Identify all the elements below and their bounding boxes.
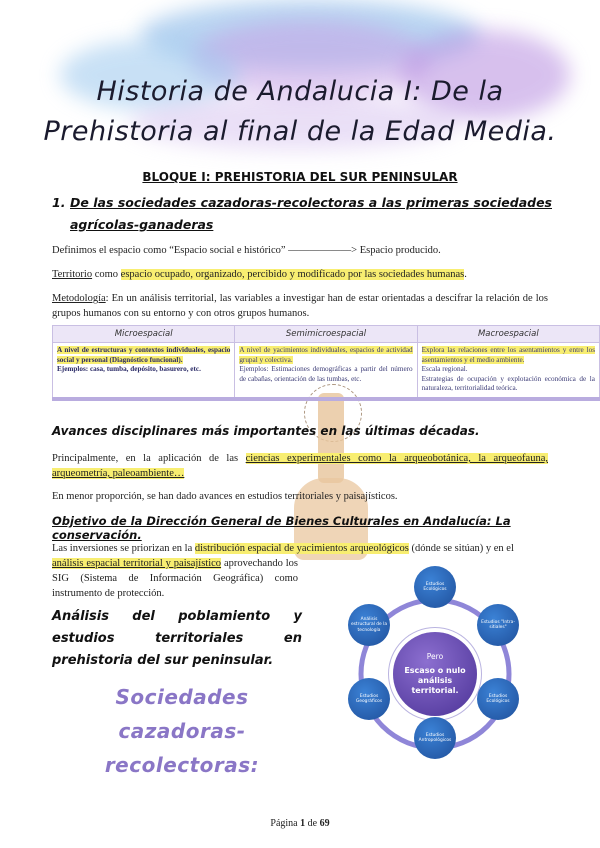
center-label: Pero — [426, 652, 444, 661]
text: A nivel de estructuras y contextos individuales, espacio social y personal (Diagnóstico funcional). — [57, 346, 231, 364]
analisis-heading: Análisis del poblamiento y estudios territoriales en prehistoria del sur peninsular. — [52, 609, 302, 668]
header-micro: Microespacial — [53, 326, 235, 343]
text: como — [92, 269, 121, 280]
highlight: espacio ocupado, organizado, percibido y modificado por las sociedades humanas — [120, 269, 465, 280]
diagram-node: Estudios Ecológicos — [414, 566, 456, 608]
section-title: De las sociedades cazadoras-recolectoras a las primeras sociedades agrícolas-ganaderas — [70, 195, 552, 232]
text: de — [305, 818, 320, 829]
paragraph-principalmente — [52, 451, 548, 481]
text: : En un análisis territorial, las variables a investigar han de estar orientadas a descifrar la relación de los grupos humanos con su entorno y con otros grupos humanos. — [52, 293, 548, 319]
paragraph-menor: En menor proporción, se han dado avances en estudios territoriales y paisajísticos. — [52, 491, 398, 502]
diagram-node: Estudios Geográficos — [348, 678, 390, 720]
highlight: distribución espacial de yacimientos arqueológicos — [194, 543, 409, 554]
text: (dónde se sitúan) y en el — [408, 543, 514, 554]
section-number: 1. — [52, 195, 66, 210]
text: aprovechando los SIG (Sistema de Información Geográfica) como instrumento de protección. — [52, 558, 298, 599]
cell-semimicro — [235, 343, 417, 399]
text: Las inversiones se priorizan en la — [52, 543, 195, 554]
paragraph-metodologia — [52, 291, 548, 321]
paragraph-espacio: Definimos el espacio como “Espacio social e histórico” ——————> Espacio producido. — [52, 245, 441, 256]
paragraph-territorio — [52, 267, 548, 282]
purple-title: Sociedades cazadoras-recolectoras: — [104, 685, 260, 777]
avances-heading: Avances disciplinares más importantes en las últimas décadas. — [52, 424, 480, 438]
header-semimicro: Semimicroespacial — [235, 326, 417, 343]
cell-micro — [53, 343, 235, 399]
text: Ejemplos: casa, tumba, depósito, basurero, etc. — [57, 365, 201, 373]
text: Escala regional. — [421, 365, 468, 373]
current-page: 1 — [300, 818, 306, 829]
center-text: Escaso o nulo análisis territorial. — [404, 666, 466, 695]
text: Explora las relaciones entre los asentamientos y entre los asentamientos y el medio ambiente. — [421, 346, 595, 364]
page-number — [0, 818, 600, 829]
objetivo-heading: Objetivo de la Dirección General de Bienes Culturales en Andalucía: La conservación. — [52, 514, 511, 542]
highlight: análisis espacial territorial y paisajístico — [52, 558, 222, 569]
term-metodologia: Metodología — [52, 293, 106, 304]
diagram-node: Estudios Ecológicos — [477, 678, 519, 720]
highlight: ciencias experimentales como la arqueobotánica, la arqueofauna, arqueometría, paleoambiente… — [52, 453, 548, 479]
text: Página — [270, 818, 301, 829]
scales-table — [52, 325, 600, 401]
diagram-node: Análisis estructural de la tecnología — [348, 604, 390, 646]
diagram-center — [393, 632, 477, 716]
paragraph-inversiones-b — [52, 556, 298, 601]
cell-macro — [417, 343, 599, 399]
text: Ejemplos: Estimaciones demográficas a partir del número de cabañas, orientación de las tumbas, etc. — [239, 365, 413, 383]
paragraph-inversiones-a — [52, 541, 548, 556]
diagram-node: Estudios "Intra-sitiales" — [477, 604, 519, 646]
term-territorio: Territorio — [52, 269, 93, 280]
block-heading: BLOQUE I: PREHISTORIA DEL SUR PENINSULAR — [142, 170, 458, 184]
section-heading — [52, 192, 552, 236]
diagram-node: Estudios Antropológicos — [414, 717, 456, 759]
text: Estrategias de ocupación y explotación económica de la naturaleza, territorialidad teórica. — [421, 374, 595, 392]
text: Principalmente, en la aplicación de las — [52, 453, 246, 464]
document-title: Historia de Andalucia I: De la Prehistoria al final de la Edad Media. — [43, 76, 557, 147]
text: . — [464, 269, 467, 280]
text: A nivel de yacimientos individuales, espacios de actividad grupal y colectiva. — [239, 346, 413, 364]
total-pages: 69 — [319, 818, 330, 829]
header-macro: Macroespacial — [417, 326, 599, 343]
